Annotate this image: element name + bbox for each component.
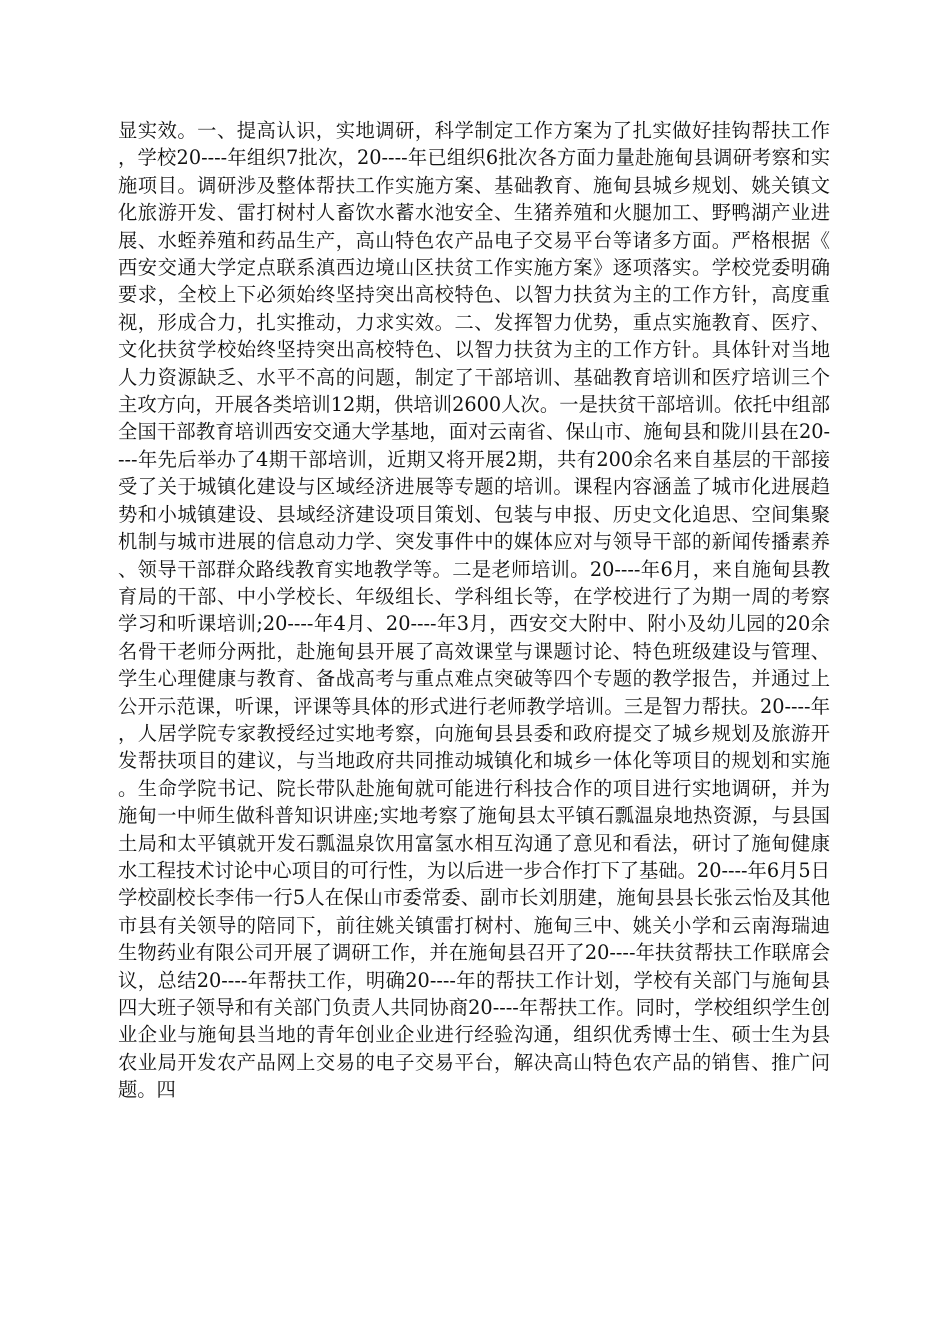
body-paragraph: 显实效。一、提高认识，实地调研，科学制定工作方案为了扎实做好挂钩帮扶工作，学校20----年组织7批次，20----年已组织6批次各方面力量赴施甸县调研考察和实施项目。调研涉及整体帮扶工作实施方案、基础教育、施甸县城乡规划、姚关镇文化旅游开发、雷打树村人畜饮水蓄水池安全、生猪养殖和火腿加工、野鸭湖产业进展、水蛭养殖和药品生产，高山特色农产品电子交易平台等诸多方面。严格根据《西安交通大学定点联系滇西边境山区扶贫工作实施方案》逐项落实。学校党委明确要求，全校上下必须始终坚持突出高校特色、以智力扶贫为主的工作方针，高度重视，形成合力，扎实推动，力求实效。二、发挥智力优势，重点实施教育、医疗、文化扶贫学校始终坚持突出高校特色、以智力扶贫为主的工作方针。具体针对当地人力资源缺乏、水平不高的问题，制定了干部培训、基础教育培训和医疗培训三个主攻方向，开展各类培训12期，供培训2600人次。一是扶贫干部培训。依托中组部全国干部教育培训西安交通大学基地，面对云南省、保山市、施甸县和陇川县在20----年先后举办了4期干部培训，近期又将开展2期，共有200余名来自基层的干部接受了关于城镇化建设与区域经济进展等专题的培训。课程内容涵盖了城市化进展趋势和小城镇建设、县域经济建设项目策划、包装与申报、历史文化追思、空间集聚机制与城市进展的信息动力学、突发事件中的媒体应对与领导干部的新闻传播素养、领导干部群众路线教育实地教学等。二是老师培训。20----年6月，来自施甸县教育局的干部、中小学校长、年级组长、学科组长等，在学校进行了为期一周的考察学习和听课培训;20----年4月、20----年3月，西安交大附中、附小及幼儿园的20余名骨干老师分两批，赴施甸县开展了高效课堂与课题讨论、特色班级建设与管理、学生心理健康与教育、备战高考与重点难点突破等四个专题的教学报告，并通过上公开示范课，听课，评课等具体的形式进行老师教学培训。三是智力帮扶。20----年，人居学院专家教授经过实地考察，向施甸县县委和政府提交了城乡规划及旅游开发帮扶项目的建议，与当地政府共同推动城镇化和城乡一体化等项目的规划和实施。生命学院书记、院长带队赴施甸就可能进行科技合作的项目进行实地调研，并为施甸一中师生做科普知识讲座;实地考察了施甸县太平镇石瓢温泉地热资源，与县国土局和太平镇就开发石瓢温泉饮用富氢水相互沟通了意见和看法，研讨了施甸健康水工程技术讨论中心项目的可行性，为以后进一步合作打下了基础。20----年6月5日学校副校长李伟一行5人在保山市委常委、副市长刘朋建，施甸县县长张云怡及其他市县有关领导的陪同下，前往姚关镇雷打树村、施甸三中、姚关小学和云南海瑞迪生物药业有限公司开展了调研工作，并在施甸县召开了20----年扶贫帮扶工作联席会议，总结20----年帮扶工作，明确20----年的帮扶工作计划，学校有关部门与施甸县四大班子领导和有关部门负责人共同协商20----年帮扶工作。同时，学校组织学生创业企业与施甸县当地的青年创业企业进行经验沟通，组织优秀博士生、硕士生为县农业局开发农产品网上交易的电子交易平台，解决高山特色农产品的销售、推广问题。四	[118, 119, 830, 1102]
